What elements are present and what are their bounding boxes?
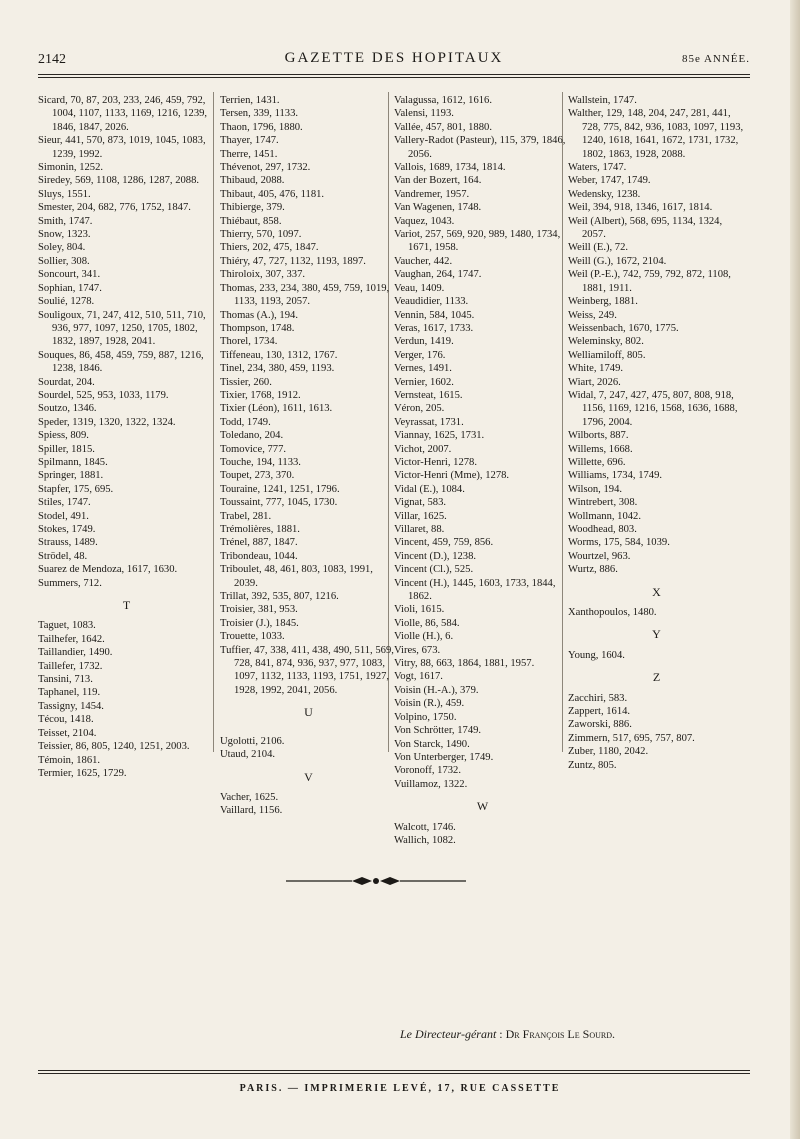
index-entry: Soulié, 1278.: [38, 296, 95, 308]
index-entry: Thayer, 1747.: [220, 135, 279, 147]
index-entry: Willette, 696.: [568, 456, 626, 468]
section-letter: X: [652, 584, 662, 599]
index-entry: Souligoux, 71, 247, 412, 510, 511, 710, 936, 977, 1097, 1250, 1705, 1802, 1832, 1897, 1928, 2041.: [38, 309, 206, 348]
index-entry: Vernes, 1491.: [394, 363, 452, 375]
index-entry: Williams, 1734, 1749.: [568, 470, 663, 482]
index-entry: Técou, 1418.: [38, 714, 94, 726]
index-entry: Thomas, 233, 234, 380, 459, 759, 1019, 1133, 1193, 2057.: [220, 282, 390, 308]
index-entry: Valagussa, 1612, 1616.: [394, 95, 492, 106]
section-letter: V: [304, 769, 314, 784]
index-entry: Wourtzel, 963.: [568, 550, 631, 562]
index-entry: Veyrassat, 1731.: [394, 416, 464, 428]
index-entry: Triboulet, 48, 461, 803, 1083, 1991, 2039.: [220, 564, 373, 589]
index-entry: Thompson, 1748.: [220, 322, 295, 334]
index-entry: Spiess, 809.: [38, 430, 89, 442]
index-entry: Weill (G.), 1672, 2104.: [568, 255, 667, 267]
index-entry: Vincent (H.), 1445, 1603, 1733, 1844, 1862.: [394, 577, 556, 603]
index-entry: Zimmern, 517, 695, 757, 807.: [568, 732, 695, 744]
index-entry: Smith, 1747.: [38, 215, 93, 227]
index-entry: Wiart, 2026.: [568, 376, 621, 388]
index-entry: Violi, 1615.: [394, 604, 445, 616]
volume-year: 85e ANNÉE.: [681, 53, 750, 65]
index-entry: Taphanel, 119.: [38, 687, 101, 699]
index-entry: Xanthopoulos, 1480.: [568, 607, 657, 619]
index-entry: Vogt, 1617.: [394, 671, 443, 683]
index-entry: Tuffier, 47, 338, 411, 438, 490, 511, 569, 728, 841, 874, 936, 937, 977, 1083, 1097, 1132, 1133, 1193, 1751, 1927, 1928, 1992, 2041, 2056.: [220, 644, 394, 696]
index-entry: Vaquez, 1043.: [394, 215, 455, 227]
index-entry: Sourdel, 525, 953, 1033, 1179.: [38, 389, 169, 401]
index-entry: Wilborts, 887.: [568, 430, 629, 442]
index-entry: Zuber, 1180, 2042.: [568, 746, 649, 758]
index-entry: Voisin (H.-A.), 379.: [394, 684, 479, 696]
header-rule-thin: [38, 77, 750, 78]
index-entry: Soley, 804.: [38, 242, 86, 254]
index-entry: Wallstein, 1747.: [568, 95, 637, 106]
index-entry: Zaworski, 886.: [568, 719, 632, 731]
index-entry: Taillefer, 1732.: [38, 660, 103, 672]
index-entry: Trémolières, 1881.: [220, 524, 300, 535]
index-entry: Vidal (E.), 1084.: [394, 483, 465, 495]
index-entry: Thibaut, 405, 476, 1181.: [220, 188, 325, 200]
index-entry: Verdun, 1419.: [394, 336, 454, 348]
page-number: 2142: [38, 52, 66, 67]
index-entry: Strauss, 1489.: [38, 537, 98, 549]
index-entry: Trouette, 1033.: [220, 631, 285, 643]
index-entry: Toussaint, 777, 1045, 1730.: [220, 497, 338, 509]
index-entry: Von Unterberger, 1749.: [394, 751, 494, 763]
index-entry: Tixier, 1768, 1912.: [220, 389, 301, 401]
index-entry: Thibaud, 2088.: [220, 175, 285, 187]
index-entry: Thiébaut, 858.: [220, 215, 282, 227]
section-letter: T: [122, 598, 132, 613]
index-entry: Wilson, 194.: [568, 483, 623, 495]
footer-rule-thick: [38, 1073, 750, 1074]
index-entry: Siredey, 569, 1108, 1286, 1287, 2088.: [38, 175, 200, 187]
index-entry: Smester, 204, 682, 776, 1752, 1847.: [38, 202, 191, 214]
index-entry: Von Schrötter, 1749.: [394, 725, 482, 737]
index-entry: Stokes, 1749.: [38, 524, 96, 535]
index-entry: Vaillard, 1156.: [220, 805, 283, 817]
index-entry: Weber, 1747, 1749.: [568, 175, 651, 187]
running-title: GAZETTE DES HOPITAUX: [284, 50, 504, 66]
index-entry: Worms, 175, 584, 1039.: [568, 537, 670, 549]
section-letter: Y: [652, 627, 662, 642]
index-entry: Sluys, 1551.: [38, 188, 91, 200]
index-entry: Tailhefer, 1642.: [38, 633, 105, 645]
index-entry: Variot, 257, 569, 920, 989, 1480, 1734, 1671, 1958.: [394, 229, 561, 254]
director-separator: :: [496, 1027, 506, 1041]
index-entry: Trénel, 887, 1847.: [220, 537, 298, 549]
index-entry: Young, 1604.: [568, 649, 625, 661]
index-entry: Soutzo, 1346.: [38, 403, 97, 415]
index-entry: Victor-Henri, 1278.: [394, 456, 477, 468]
index-entry: Veau, 1409.: [394, 282, 445, 294]
index-entry: Toledano, 204.: [220, 430, 284, 442]
index-column-1: [38, 94, 216, 780]
index-entry: Vacher, 1625.: [220, 791, 279, 803]
index-entry: Sieur, 441, 570, 873, 1019, 1045, 1083, 1239, 1992.: [38, 135, 206, 160]
index-entry: Thaon, 1796, 1880.: [220, 121, 303, 133]
index-entry: Weil (P.-E.), 742, 759, 792, 872, 1108, 1881, 1911.: [568, 269, 731, 294]
index-entry: Wollmann, 1042.: [568, 510, 642, 522]
index-entry: Ugolotti, 2106.: [220, 735, 285, 747]
index-entry: Tribondeau, 1044.: [220, 550, 298, 562]
index-entry: Summers, 712.: [38, 577, 102, 589]
index-entry: Villaret, 88.: [394, 524, 445, 535]
index-entry: Stiles, 1747.: [38, 497, 91, 509]
index-entry: Weiss, 249.: [568, 309, 617, 321]
section-letter: W: [476, 799, 490, 814]
index-entry: Vincent (Cl.), 525.: [394, 564, 474, 576]
index-entry: Souques, 86, 458, 459, 759, 887, 1216, 1238, 1846.: [38, 349, 204, 375]
index-entry: Voronoff, 1732.: [394, 765, 461, 777]
index-entry: Vitry, 88, 663, 1864, 1881, 1957.: [394, 658, 535, 670]
index-entry: Sophian, 1747.: [38, 282, 102, 294]
index-column-4: [568, 94, 746, 772]
index-entry: Tixier (Léon), 1611, 1613.: [220, 403, 333, 415]
index-entry: Thibierge, 379.: [220, 202, 285, 214]
index-entry: Sicard, 70, 87, 203, 233, 246, 459, 792, 1004, 1107, 1133, 1169, 1216, 1239, 1846, 1847, 2026.: [38, 95, 208, 133]
index-entry: Wedensky, 1238.: [568, 188, 641, 200]
index-entry: Vaughan, 264, 1747.: [394, 269, 482, 281]
index-entry: Welliamiloff, 805.: [568, 349, 646, 361]
index-entry: Wintrebert, 308.: [568, 497, 638, 509]
index-entry: Wallich, 1082.: [394, 834, 456, 846]
index-entry: Témoin, 1861.: [38, 754, 101, 766]
index-entry: Vernsteat, 1615.: [394, 389, 463, 401]
index-entry: Troisier (J.), 1845.: [220, 617, 299, 629]
index-entry: Vallois, 1689, 1734, 1814.: [394, 162, 506, 174]
index-entry: Voisin (R.), 459.: [394, 698, 465, 710]
director-name: Dr François Le Sourd.: [505, 1027, 615, 1041]
index-entry: Tomovice, 777.: [220, 443, 287, 455]
index-entry: Sourdat, 204.: [38, 376, 95, 388]
index-entry: Spilmann, 1845.: [38, 456, 108, 468]
index-entry: Weil (Albert), 568, 695, 1134, 1324, 2057.: [568, 215, 723, 241]
index-entry: Touche, 194, 1133.: [220, 456, 301, 468]
index-entry: Vignat, 583.: [394, 497, 447, 509]
director-signature: [400, 1027, 615, 1042]
index-entry: Violle (H.), 6.: [394, 631, 454, 643]
index-entry: Villar, 1625.: [394, 510, 447, 522]
index-entry: Termier, 1625, 1729.: [38, 767, 127, 779]
index-column-3: [394, 94, 572, 847]
index-entry: Snow, 1323.: [38, 229, 91, 241]
index-entry: Trillat, 392, 535, 807, 1216.: [220, 591, 339, 603]
index-entry: Valensi, 1193.: [394, 108, 454, 120]
index-entry: Touraine, 1241, 1251, 1796.: [220, 483, 340, 495]
index-entry: Toupet, 273, 370.: [220, 470, 295, 482]
index-entry: Simonin, 1252.: [38, 162, 104, 174]
index-entry: Suarez de Mendoza, 1617, 1630.: [38, 564, 178, 576]
index-entry: Terrien, 1431.: [220, 95, 280, 106]
index-entry: Van Wagenen, 1748.: [394, 202, 482, 214]
index-entry: Véron, 205.: [394, 403, 445, 415]
index-entry: Thierry, 570, 1097.: [220, 229, 302, 241]
index-entry: Thiroloix, 307, 337.: [220, 269, 306, 281]
index-entry: Trabel, 281.: [220, 510, 272, 522]
index-entry: Taguet, 1083.: [38, 620, 96, 632]
ornament-divider: [286, 874, 466, 888]
index-entry: Veaudidier, 1133.: [394, 296, 469, 308]
index-entry: Vallée, 457, 801, 1880.: [394, 121, 492, 133]
index-entry: Widal, 7, 247, 427, 475, 807, 808, 918, 1156, 1169, 1216, 1568, 1636, 1688, 1796, 2004.: [568, 389, 738, 428]
spacer: [220, 727, 398, 735]
page-header: [38, 50, 750, 70]
section-letter: Z: [652, 670, 662, 685]
index-entry: Spiller, 1815.: [38, 443, 95, 455]
index-entry: Thiéry, 47, 727, 1132, 1193, 1897.: [220, 255, 366, 267]
index-entry: Tissier, 260.: [220, 376, 272, 388]
index-entry: Weil, 394, 918, 1346, 1617, 1814.: [568, 202, 713, 214]
index-entry: Taillandier, 1490.: [38, 647, 113, 659]
index-entry: Todd, 1749.: [220, 416, 271, 428]
index-entry: Victor-Henri (Mme), 1278.: [394, 470, 510, 482]
index-entry: Springer, 1881.: [38, 470, 104, 482]
index-entry: Weleminsky, 802.: [568, 336, 644, 348]
index-entry: Thévenot, 297, 1732.: [220, 162, 311, 174]
header-rule-thick: [38, 74, 750, 75]
index-entry: Tinel, 234, 380, 459, 1193.: [220, 363, 335, 375]
index-entry: Walther, 129, 148, 204, 247, 281, 441, 728, 775, 842, 936, 1083, 1097, 1193, 1240, 1618, 1641, 1672, 1731, 1732, 1802, 1863, 1928, 2088.: [568, 108, 744, 160]
index-entry: Zuntz, 805.: [568, 759, 617, 771]
index-entry: Therre, 1451.: [220, 148, 278, 160]
director-label: Le Directeur-gérant: [400, 1027, 497, 1041]
index-entry: Vires, 673.: [394, 644, 441, 656]
index-entry: Stodel, 491.: [38, 510, 89, 522]
index-entry: Vandremer, 1957.: [394, 188, 470, 200]
section-letter: U: [304, 705, 314, 720]
index-entry: Volpino, 1750.: [394, 711, 457, 723]
index-entry: Vuillamoz, 1322.: [394, 778, 468, 790]
index-entry: Weill (E.), 72.: [568, 242, 629, 254]
index-entry: Troisier, 381, 953.: [220, 604, 298, 616]
index-entry: Van der Bozert, 164.: [394, 175, 482, 187]
index-entry: Weissenbach, 1670, 1775.: [568, 322, 679, 334]
index-entry: Thiers, 202, 475, 1847.: [220, 242, 319, 254]
index-entry: Willems, 1668.: [568, 443, 633, 455]
index-entry: Violle, 86, 584.: [394, 617, 460, 629]
index-entry: Verger, 176.: [394, 349, 446, 361]
index-column-2: [220, 94, 398, 818]
index-entry: Waters, 1747.: [568, 162, 627, 174]
index-entry: Vincent, 459, 759, 856.: [394, 537, 494, 549]
index-entry: Vincent (D.), 1238.: [394, 550, 477, 562]
printer-imprint: PARIS. — IMPRIMERIE LEVÉ, 17, RUE CASSETTE: [239, 1083, 561, 1094]
index-entry: Vichot, 2007.: [394, 443, 452, 455]
index-entry: Tersen, 339, 1133.: [220, 108, 299, 120]
index-entry: Zacchiri, 583.: [568, 692, 628, 704]
index-entry: Weinberg, 1881.: [568, 296, 638, 308]
index-entry: Stapfer, 175, 695.: [38, 483, 114, 495]
footer-rule-thin: [38, 1070, 750, 1071]
index-entry: Utaud, 2104.: [220, 749, 276, 761]
index-entry: Walcott, 1746.: [394, 821, 456, 833]
index-entry: Viannay, 1625, 1731.: [394, 430, 485, 442]
index-entry: Vaucher, 442.: [394, 255, 453, 267]
index-entry: Woodhead, 803.: [568, 524, 637, 535]
index-entry: Tansini, 713.: [38, 674, 93, 686]
index-entry: Tassigny, 1454.: [38, 700, 104, 712]
index-entry: Speder, 1319, 1320, 1322, 1324.: [38, 416, 176, 428]
index-entry: Sollier, 308.: [38, 255, 90, 267]
index-entry: Tiffeneau, 130, 1312, 1767.: [220, 349, 338, 361]
index-entry: Teisset, 2104.: [38, 727, 97, 739]
index-entry: Soncourt, 341.: [38, 269, 101, 281]
index-entry: Vallery-Radot (Pasteur), 115, 379, 1846, 2056.: [394, 135, 566, 160]
index-entry: Vernier, 1602.: [394, 376, 454, 388]
index-entry: Veras, 1617, 1733.: [394, 322, 474, 334]
index-entry: Strödel, 48.: [38, 550, 88, 562]
index-entry: White, 1749.: [568, 363, 624, 375]
index-entry: Vennin, 584, 1045.: [394, 309, 475, 321]
page-edge: [790, 0, 800, 1139]
index-entry: Zappert, 1614.: [568, 706, 631, 718]
index-entry: Teissier, 86, 805, 1240, 1251, 2003.: [38, 741, 190, 753]
index-entry: Thorel, 1734.: [220, 336, 278, 348]
index-entry: Thomas (A.), 194.: [220, 309, 298, 321]
index-entry: Wurtz, 886.: [568, 564, 618, 576]
index-entry: Von Starck, 1490.: [394, 738, 470, 750]
